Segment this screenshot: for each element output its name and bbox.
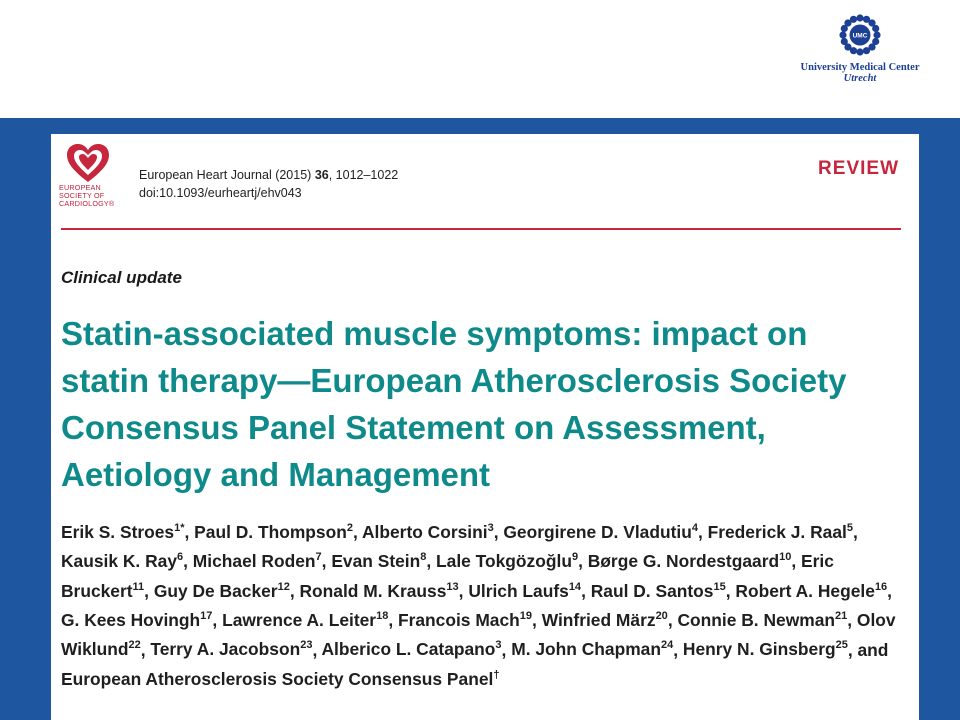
author-affiliation: 8 xyxy=(420,551,427,564)
heart-icon xyxy=(65,142,111,184)
article-type-label: REVIEW xyxy=(818,158,899,179)
author xyxy=(321,639,501,659)
author xyxy=(398,610,532,630)
paper-title: Statin-associated muscle symptoms: impact on statin therapy—European Atherosclerosis Society Consensus Panel Statement on Assessment, Aetiology and Management xyxy=(61,315,847,493)
author-affiliation: 24 xyxy=(660,639,674,652)
esc-logo xyxy=(59,142,129,222)
section-label: Clinical update xyxy=(61,268,182,287)
author xyxy=(503,522,698,542)
author-name: Raul D. Santos xyxy=(590,580,714,601)
author-name: Kausik K. Ray xyxy=(61,551,177,572)
author xyxy=(588,551,792,571)
author xyxy=(683,639,848,659)
author-name: Frederick J. Raal xyxy=(707,521,847,542)
author-affiliation: 4 xyxy=(691,522,698,534)
author-name: Erik S. Stroes xyxy=(61,521,175,542)
author-affiliation: 13 xyxy=(446,580,459,593)
author-affiliation: † xyxy=(493,668,500,681)
author xyxy=(194,522,353,542)
author xyxy=(300,581,459,601)
author-list: Erik S. Stroes$^{1*}$, Paul D. Thompson$^2$, Alberto Corsini$^3$, Georgirene D. Vladutiu$^4$, Frederick J. Raal$^5$, Kausik K. Ray$^6$, Michael Roden$^7$, Evan Stein$^8$, Lale Tokgözoğlu$^9$, Børge G. Nordestgaard$^{10}$, Eric Bruckert$^{11}$, Guy De Backer$^{12}$, Ronald M. Krauss$^{13}$, Ulrich Laufs$^{14}$, Raul D. Santos$^{15}$, Robert A. Hegele$^{16}$, G. Kees Hovingh$^{17}$, Lawrence A. Leiter$^{18}$, Francois Mach$^{19}$, Winfried März$^{20}$, Connie B. Newman$^{21}$, Olov Wiklund$^{22}$, Terry A. Jacobson$^{23}$, Alberico L. Catapano$^3$, M. John Chapman$^{24}$, Henry N. Ginsberg$^{25}$, and European Atherosclerosis Society Consensus Panel† xyxy=(61,521,896,689)
umc-logo xyxy=(790,12,930,96)
author-affiliation: 17 xyxy=(200,610,213,623)
author xyxy=(511,639,673,659)
author-affiliation: 9 xyxy=(571,551,579,564)
esc-wordmark xyxy=(59,184,129,208)
author-name: Alberico L. Catapano xyxy=(321,639,496,660)
author-affiliation: 10 xyxy=(779,551,792,564)
esc-line-3: CARDIOLOGY® xyxy=(59,199,115,208)
author-affiliation: 23 xyxy=(300,639,313,652)
author-affiliation: 3 xyxy=(495,639,502,652)
author-affiliation: 11 xyxy=(132,580,145,593)
header-rule xyxy=(61,228,901,230)
author-name: Francois Mach xyxy=(398,609,520,630)
author-affiliation: 19 xyxy=(519,610,533,623)
author xyxy=(61,669,499,689)
author-name: Olov Wiklund xyxy=(61,609,896,660)
esc-line-2: SOCIETY OF xyxy=(59,191,105,200)
author-name: Georgirene D. Vladutiu xyxy=(503,521,692,542)
journal-citation xyxy=(139,166,398,202)
author xyxy=(154,581,290,601)
author-name: Lawrence A. Leiter xyxy=(222,609,377,630)
author-name: Lale Tokgözoğlu xyxy=(436,551,572,572)
author-affiliation: 6 xyxy=(177,551,184,564)
author-name: Guy De Backer xyxy=(153,580,278,601)
author-affiliation: 21 xyxy=(835,610,848,623)
author-name: Ronald M. Krauss xyxy=(299,580,447,601)
author xyxy=(436,551,578,571)
author-affiliation: 2 xyxy=(346,522,353,534)
author-affiliation: 5 xyxy=(846,522,853,534)
author-name: Alberto Corsini xyxy=(361,521,488,542)
author-affiliation: 12 xyxy=(277,580,290,593)
author-name: Henry N. Ginsberg xyxy=(682,639,836,660)
author-name: Winfried März xyxy=(541,609,656,630)
author-name: Ulrich Laufs xyxy=(468,580,569,601)
author xyxy=(468,581,581,601)
author xyxy=(591,581,726,601)
author-name: Evan Stein xyxy=(331,551,421,572)
journal-name-year: European Heart Journal (2015) xyxy=(139,168,315,182)
author xyxy=(61,610,212,630)
author xyxy=(193,551,322,571)
paper-page xyxy=(51,134,919,720)
author-name: M. John Chapman xyxy=(511,639,661,660)
author-affiliation: 3 xyxy=(487,522,494,534)
journal-reference xyxy=(139,166,398,184)
author-affiliation: 7 xyxy=(315,551,322,564)
author xyxy=(735,581,887,601)
author-name: Eric Bruckert xyxy=(61,551,834,601)
author-affiliation: 22 xyxy=(128,639,141,652)
journal-doi: doi:10.1093/eurheartj/ehv043 xyxy=(139,186,302,200)
author-affiliation: 15 xyxy=(713,580,726,593)
author-affiliation: 16 xyxy=(874,580,888,593)
author-name: Paul D. Thompson xyxy=(194,521,347,542)
author-name: European Atherosclerosis Society Consensus Panel xyxy=(61,668,494,689)
author-name: Robert A. Hegele xyxy=(735,580,875,601)
slide-header xyxy=(0,0,960,118)
author xyxy=(677,610,847,630)
author xyxy=(222,610,388,630)
author-name: Børge G. Nordestgaard xyxy=(587,551,780,572)
umc-badge-text: UMC xyxy=(852,32,868,40)
author-name: Michael Roden xyxy=(192,551,316,572)
journal-pages: , 1012–1022 xyxy=(328,168,399,182)
author-affiliation: 20 xyxy=(655,610,668,623)
esc-line-1: EUROPEAN xyxy=(59,183,101,192)
author-affiliation: 25 xyxy=(835,639,848,652)
author xyxy=(362,522,494,542)
umc-city: Utrecht xyxy=(843,73,877,84)
author xyxy=(542,610,668,630)
umc-name: University Medical Center xyxy=(800,62,920,73)
author xyxy=(61,551,183,571)
author xyxy=(61,522,185,542)
journal-volume: 36 xyxy=(314,168,329,182)
author xyxy=(331,551,426,571)
author xyxy=(150,639,312,659)
umc-sun-icon xyxy=(837,12,883,58)
author-name: Connie B. Newman xyxy=(677,609,835,630)
author-affiliation: 14 xyxy=(568,580,582,593)
author-name: Terry A. Jacobson xyxy=(150,639,301,660)
author-affiliation: 18 xyxy=(376,610,389,623)
author-name: G. Kees Hovingh xyxy=(61,609,201,630)
author-conjunction: and xyxy=(857,639,889,660)
author xyxy=(708,522,853,542)
author-affiliation: 1* xyxy=(174,522,185,534)
